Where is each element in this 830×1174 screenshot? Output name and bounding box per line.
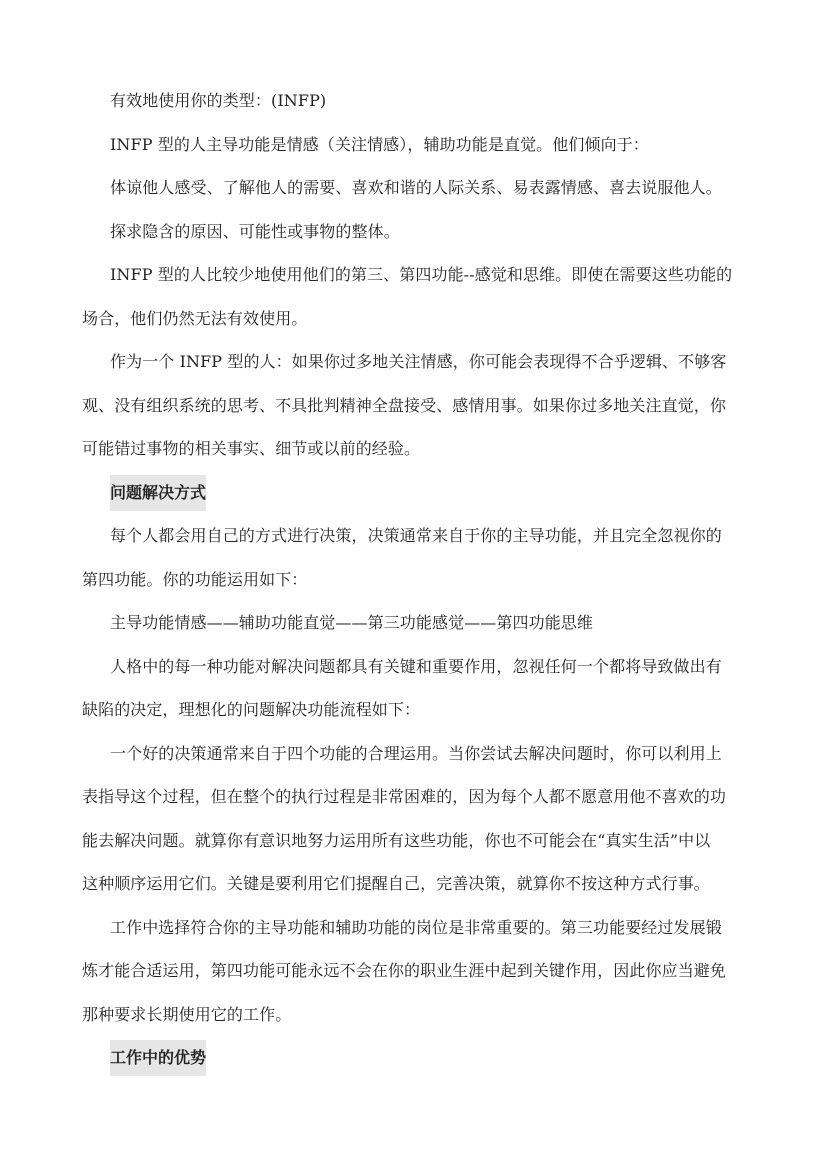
paragraph-line: 工作中选择符合你的主导功能和辅助功能的岗位是非常重要的。第三功能要经过发展锻	[110, 917, 722, 937]
paragraph	[82, 514, 762, 601]
paragraph	[82, 601, 762, 645]
paragraph-line: 人格中的每一种功能对解决问题都具有关键和重要作用，忽视任何一个都将导致做出有	[110, 656, 722, 676]
paragraph	[82, 253, 762, 340]
section-heading-text: 工作中的优势	[110, 1040, 206, 1076]
paragraph-line: 作为一个 INFP 型的人：如果你过多地关注情感，你可能会表现得不合乎逻辑、不够客	[110, 352, 727, 371]
section-heading-text: 问题解决方式	[110, 475, 206, 511]
document-page	[82, 79, 762, 1080]
paragraph-line: INFP 型的人主导功能是情感（关注情感），辅助功能是直觉。他们倾向于：	[110, 134, 649, 154]
paragraph-line: 那种要求长期使用它的工作。	[82, 1004, 292, 1024]
paragraph-line: 缺陷的决定，理想化的问题解决功能流程如下：	[82, 700, 421, 719]
paragraph	[82, 645, 762, 732]
paragraph-line: INFP 型的人比较少地使用他们的第三、第四功能--感觉和思维。即使在需要这些功能的	[110, 265, 733, 284]
paragraph	[82, 166, 762, 210]
paragraph	[82, 79, 762, 123]
paragraph-line: 体谅他人感受、了解他人的需要、喜欢和谐的人际关系、易表露情感、喜去说服他人。	[110, 178, 722, 197]
paragraph-line: 有效地使用你的类型：(INFP)	[110, 91, 327, 110]
paragraph-line: 第四功能。你的功能运用如下：	[82, 569, 308, 589]
paragraph	[82, 123, 762, 167]
paragraph-line: 这种顺序运用它们。关键是要利用它们提醒自己，完善决策，就算你不按这种方式行事。	[82, 874, 710, 893]
paragraph	[82, 732, 762, 906]
paragraph-line: 观、没有组织系统的思考、不具批判精神全盘接受、感情用事。如果你过多地关注直觉，你	[82, 395, 727, 415]
paragraph-line: 炼才能合适运用，第四功能可能永远不会在你的职业生涯中起到关键作用，因此你应当避免	[82, 961, 727, 980]
section-heading	[82, 1036, 762, 1080]
paragraph-line: 可能错过事物的相关事实、细节或以前的经验。	[82, 439, 421, 458]
paragraph-line: 探求隐含的原因、可能性或事物的整体。	[110, 221, 400, 241]
paragraph	[82, 906, 762, 1037]
paragraph-line: 场合，他们仍然无法有效使用。	[82, 308, 308, 328]
paragraph-line: 每个人都会用自己的方式进行决策，决策通常来自于你的主导功能，并且完全忽视你的	[110, 526, 722, 545]
paragraph-line: 主导功能情感——辅助功能直觉——第三功能感觉——第四功能思维	[110, 613, 594, 632]
paragraph-line: 能去解决问题。就算你有意识地努力运用所有这些功能，你也不可能会在“真实生活”中以	[82, 830, 711, 850]
paragraph	[82, 210, 762, 254]
paragraph-line: 表指导这个过程，但在整个的执行过程是非常困难的，因为每个人都不愿意用他不喜欢的功	[82, 787, 727, 806]
section-heading	[82, 471, 762, 515]
paragraph-line: 一个好的决策通常来自于四个功能的合理运用。当你尝试去解决问题时，你可以利用上	[110, 743, 722, 763]
paragraph	[82, 340, 762, 471]
